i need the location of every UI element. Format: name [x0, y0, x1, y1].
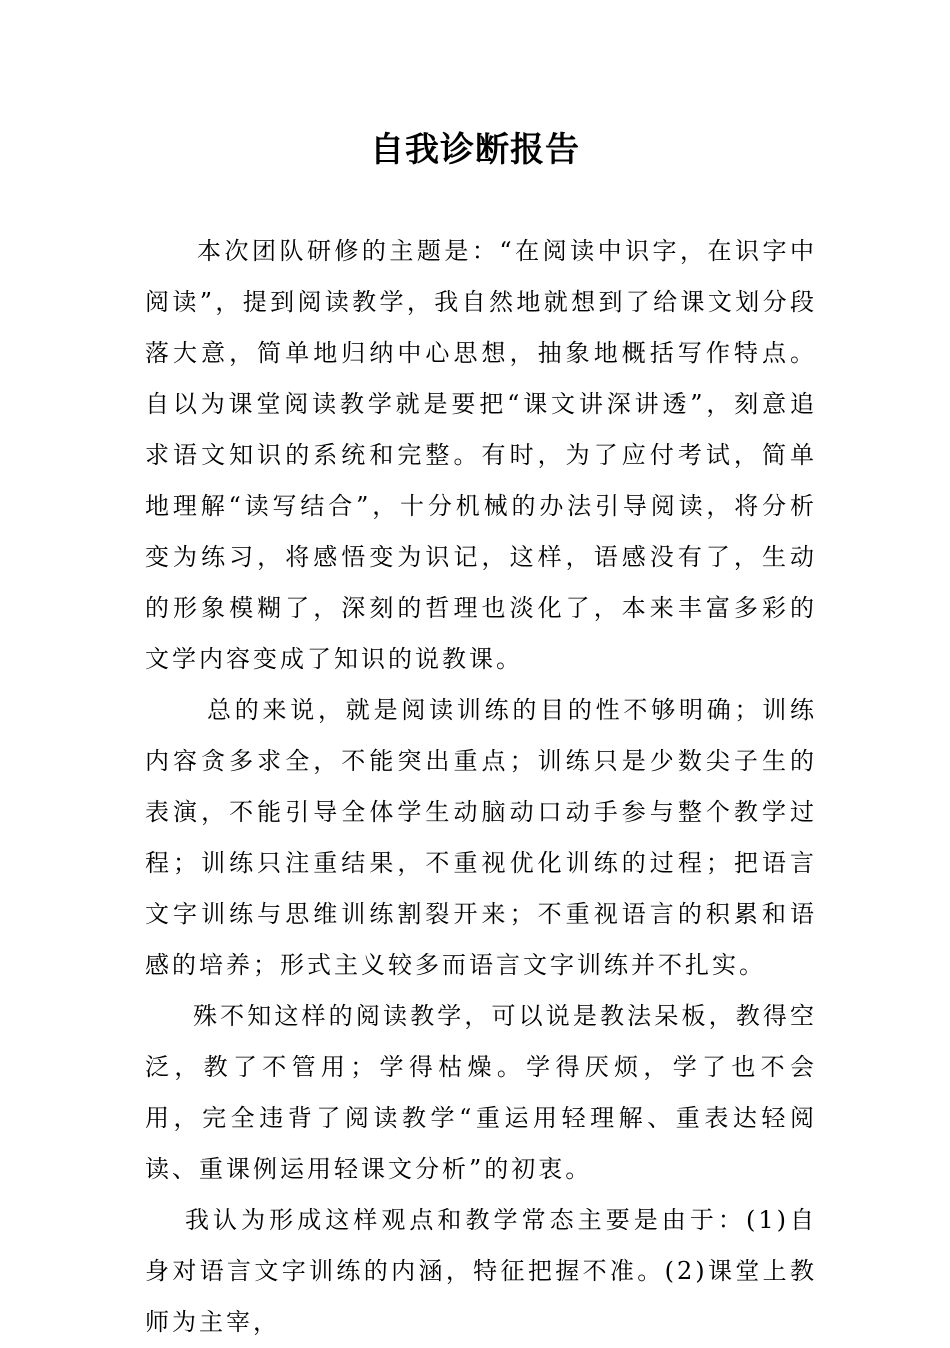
- paragraph-1: 本次团队研修的主题是：“在阅读中识字，在识字中阅读”，提到阅读教学，我自然地就想到了给课文划分段落大意，简单地归纳中心思想，抽象地概括写作特点。自以为课堂阅读教学就是要把“课文讲深讲透”，刻意追求语文知识的系统和完整。有时，为了应付考试，简单地理解“读写结合”，十分机械的办法引导阅读，将分析变为练习，将感悟变为识记，这样，语感没有了，生动的形象模糊了，深刻的哲理也淡化了，本来丰富多彩的文学内容变成了知识的说教课。: [145, 237, 817, 673]
- paragraph-4: 我认为形成这样观点和教学常态主要是由于：(1)自身对语言文字训练的内涵，特征把握不准。(2)课堂上教师为主宰，: [145, 1206, 817, 1336]
- paragraph-3: 殊不知这样的阅读教学，可以说是教法呆板，教得空泛，教了不管用；学得枯燥。学得厌烦，学了也不会用，完全违背了阅读教学“重运用轻理解、重表达轻阅读、重课例运用轻课文分析”的初衷。: [145, 1002, 817, 1183]
- page-title: 自我诊断报告: [370, 130, 580, 170]
- document-body: [145, 226, 817, 1348]
- paragraph-2: 总的来说，就是阅读训练的目的性不够明确；训练内容贪多求全，不能突出重点；训练只是少数尖子生的表演，不能引导全体学生动脑动口动手参与整个教学过程；训练只注重结果，不重视优化训练的过程；把语言文字训练与思维训练割裂开来；不重视语言的积累和语感的培养；形式主义较多而语言文字训练并不扎实。: [145, 696, 817, 979]
